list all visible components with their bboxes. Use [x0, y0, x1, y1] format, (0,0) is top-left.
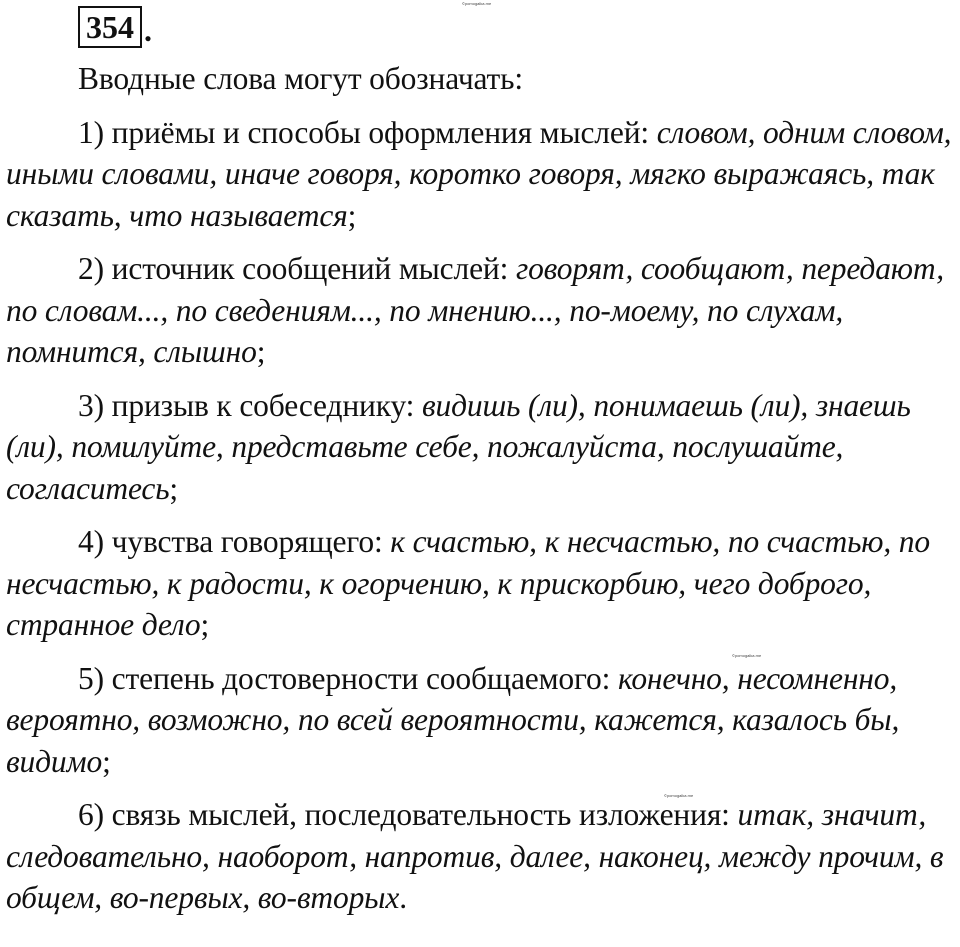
- exercise-number-dot: .: [144, 12, 152, 48]
- item-examples: словом, одним словом, иными словами, иначе говоря, коротко говоря, мягко выражаясь, так сказать, что называется: [6, 114, 952, 233]
- item-end: ;: [256, 334, 266, 369]
- watermark: ©pomogalka.me: [732, 653, 762, 658]
- list-item: [6, 658, 956, 783]
- item-end: ;: [347, 197, 357, 233]
- item-end: ;: [102, 743, 111, 779]
- item-lead: 2) источник сообщений мыслей:: [78, 251, 516, 286]
- watermark: ©pomogalka.me: [664, 793, 694, 798]
- item-lead: 6) связь мыслей, последовательность изложения:: [78, 797, 738, 832]
- list-item: [6, 112, 956, 237]
- item-examples: конечно, несомненно, вероятно, возможно, по всей вероятности, кажется, казалось бы, видимо: [6, 660, 900, 779]
- exercise-text: [6, 58, 956, 919]
- item-examples: итак, значит, следовательно, наоборот, напротив, далее, наконец, между прочим, в общем, во-первых, во-вторых: [6, 797, 944, 915]
- item-examples: говорят, сообщают, передают, по словам..., по сведениям..., по мнению..., по-моему, по слухам, помнится, слышно: [6, 251, 944, 369]
- item-end: .: [399, 880, 407, 915]
- list-item: [6, 521, 956, 646]
- item-end: ;: [200, 607, 210, 642]
- item-lead: 5) степень достоверности сообщаемого:: [78, 660, 618, 696]
- list-item: [6, 248, 956, 373]
- item-lead: 1) приёмы и способы оформления мыслей:: [78, 114, 657, 150]
- list-item: [6, 385, 956, 510]
- item-lead: 4) чувства говорящего:: [78, 524, 391, 559]
- list-item: [6, 794, 956, 919]
- item-lead: 3) призыв к собеседнику:: [78, 387, 422, 423]
- item-examples: к счастью, к несчастью, по счастью, по несчастью, к радости, к огорчению, к прискорбию, чего доброго, странное дело: [6, 524, 930, 642]
- watermark: ©pomogalka.me: [462, 1, 492, 6]
- item-examples: видишь (ли), понимаешь (ли), знаешь (ли), помилуйте, представьте себе, пожалуйста, послушайте, согласитесь: [6, 387, 911, 506]
- item-end: ;: [169, 470, 179, 506]
- exercise-number-box: 354: [78, 6, 142, 48]
- intro-paragraph: Вводные слова могут обозначать:: [78, 61, 523, 96]
- exercise-number: [78, 6, 152, 48]
